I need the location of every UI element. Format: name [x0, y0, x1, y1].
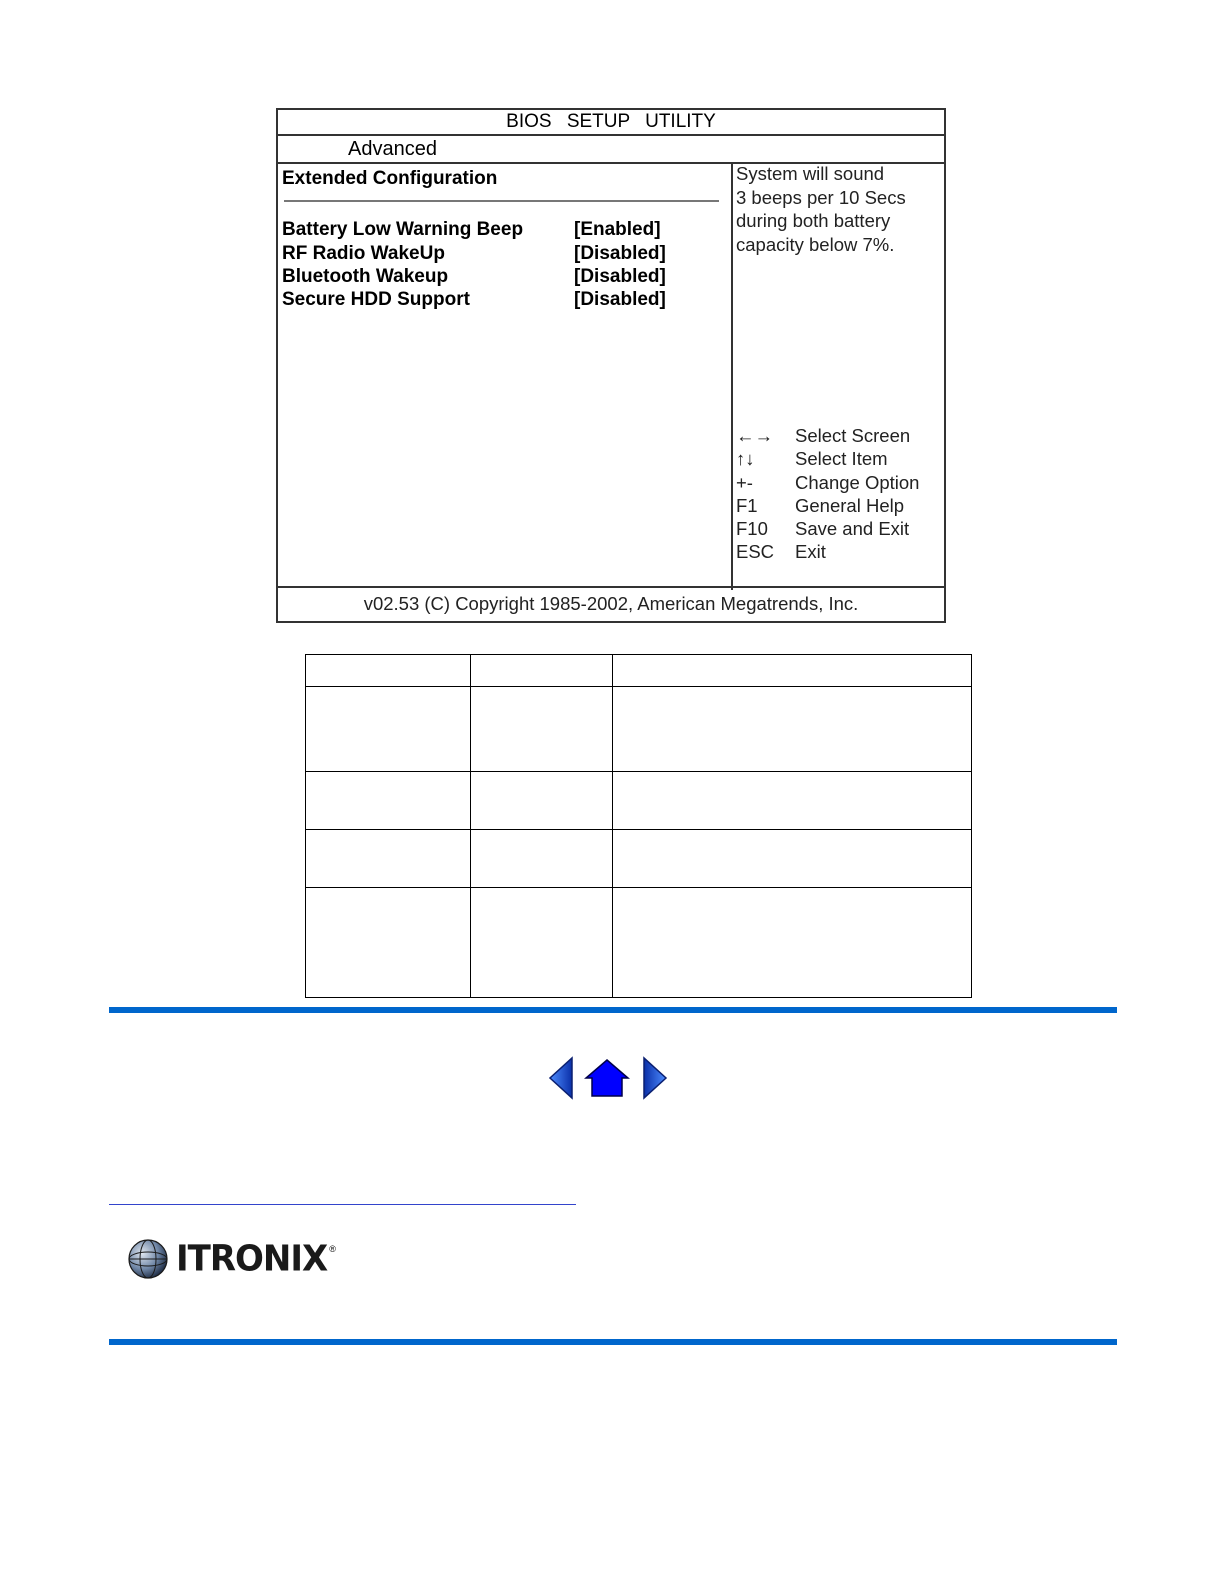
key-select-screen — [736, 424, 941, 447]
setting-label: Battery Low Warning Beep — [282, 219, 524, 240]
left-arrow-icon — [548, 1056, 574, 1100]
table-row — [306, 772, 972, 830]
key-desc: Save and Exit — [795, 518, 910, 540]
registered-mark: ® — [329, 1244, 336, 1254]
link-underline-rule — [109, 1204, 576, 1205]
bios-copyright: v02.53 (C) Copyright 1985-2002, American Megatrends, Inc. — [278, 586, 944, 621]
settings-description-table — [305, 654, 972, 998]
table-row — [306, 687, 972, 772]
setting-value[interactable]: [Disabled] — [574, 266, 666, 287]
bios-help-panel — [733, 162, 944, 590]
setting-secure-hdd-support[interactable] — [282, 288, 666, 312]
table-cell — [471, 772, 613, 830]
setting-value[interactable]: [Disabled] — [574, 243, 666, 264]
key-name: +- — [736, 471, 753, 493]
table-cell — [471, 830, 613, 888]
key-desc: Exit — [795, 541, 826, 563]
key-name: F1 — [736, 494, 758, 516]
help-line: System will sound — [736, 163, 885, 184]
table-cell — [613, 687, 972, 772]
table-cell — [306, 655, 471, 687]
key-general-help — [736, 494, 941, 517]
key-name: ESC — [736, 541, 775, 563]
setting-value[interactable]: [Enabled] — [574, 219, 661, 240]
setting-bluetooth-wakeup[interactable] — [282, 265, 666, 289]
bios-screenshot — [276, 108, 946, 623]
setting-rf-radio-wakeup[interactable] — [282, 242, 666, 266]
page-navigation — [548, 1056, 676, 1100]
table-cell — [613, 888, 972, 998]
tab-advanced[interactable]: Advanced — [348, 138, 437, 160]
setting-label: Secure HDD Support — [282, 289, 470, 310]
table-cell — [306, 888, 471, 998]
table-row — [306, 655, 972, 687]
key-save-and-exit — [736, 517, 941, 540]
table-row — [306, 888, 972, 998]
table-cell — [613, 655, 972, 687]
key-desc: Change Option — [795, 471, 920, 493]
itronix-logo — [126, 1236, 336, 1282]
bios-body — [278, 162, 944, 590]
table-cell — [306, 830, 471, 888]
key-name: F10 — [736, 518, 768, 540]
globe-logo-icon — [126, 1237, 170, 1281]
right-arrow-icon — [642, 1056, 668, 1100]
table-row — [306, 830, 972, 888]
section-divider — [284, 200, 719, 202]
table-cell — [471, 888, 613, 998]
key-desc: Select Item — [795, 448, 888, 470]
previous-page-button[interactable] — [548, 1056, 574, 1105]
key-desc: General Help — [795, 494, 905, 516]
key-name: ←→ — [736, 425, 773, 446]
key-desc: Select Screen — [795, 425, 911, 446]
key-legend — [736, 424, 941, 564]
section-title: Extended Configuration — [282, 168, 498, 189]
key-change-option — [736, 471, 941, 494]
home-button[interactable] — [584, 1058, 630, 1103]
table-cell — [306, 687, 471, 772]
help-line: 3 beeps per 10 Secs — [736, 186, 906, 208]
table-cell — [613, 772, 972, 830]
setting-battery-low-warning-beep[interactable] — [282, 218, 661, 242]
key-name: ↑↓ — [736, 448, 755, 470]
next-page-button[interactable] — [642, 1056, 668, 1105]
bios-tab-bar — [278, 136, 944, 164]
setting-label: RF Radio WakeUp — [282, 243, 445, 264]
setting-value[interactable]: [Disabled] — [574, 289, 666, 310]
help-line: during both battery — [736, 210, 891, 231]
setting-label: Bluetooth Wakeup — [282, 266, 449, 287]
key-exit — [736, 540, 941, 563]
help-line: capacity below 7%. — [736, 233, 895, 255]
key-select-item — [736, 447, 941, 470]
logo-wordmark: ITRONIX — [176, 1238, 328, 1280]
bios-settings-panel — [278, 162, 733, 590]
table-cell — [471, 687, 613, 772]
bios-title: BIOS SETUP UTILITY — [278, 110, 944, 136]
bottom-divider — [109, 1339, 1117, 1345]
table-cell — [306, 772, 471, 830]
table-cell — [471, 655, 613, 687]
help-text — [736, 162, 941, 256]
home-icon — [584, 1058, 630, 1098]
top-divider — [109, 1007, 1117, 1013]
table-cell — [613, 830, 972, 888]
